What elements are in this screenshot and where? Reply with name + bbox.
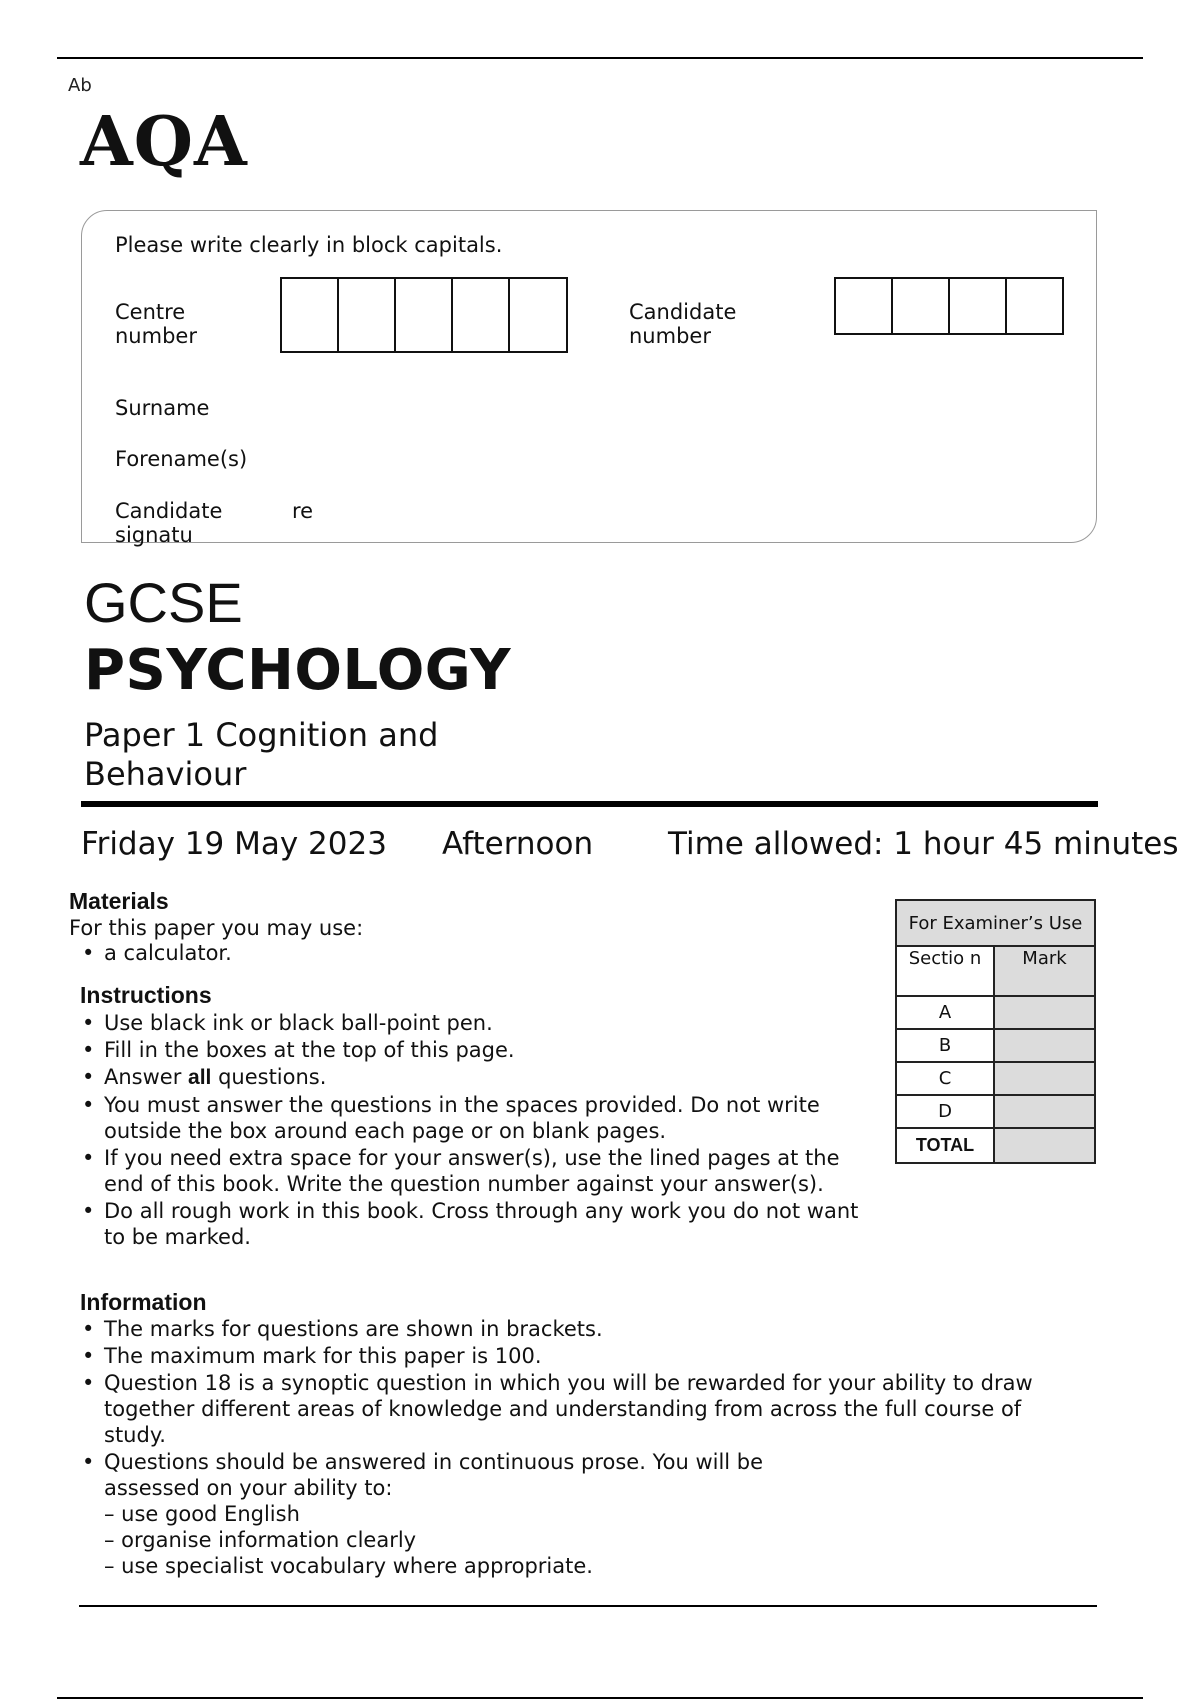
list-item: • If you need extra space for your answer(s), use the lined pages at the end of this book. Write the question number against your answer(s). bbox=[80, 1145, 860, 1197]
total-label: TOTAL bbox=[896, 1128, 994, 1163]
table-row bbox=[896, 996, 1095, 1029]
table-row bbox=[896, 1062, 1095, 1095]
centre-digit-box[interactable] bbox=[453, 279, 510, 351]
candidate-digit-box[interactable] bbox=[950, 279, 1007, 333]
candidate-digit-box[interactable] bbox=[836, 279, 893, 333]
section-column-header: Sectio n bbox=[896, 946, 994, 996]
exam-session: Afternoon bbox=[442, 826, 594, 862]
list-item: • Use black ink or black ball-point pen. bbox=[80, 1010, 860, 1036]
subject-title: PSYCHOLOGY bbox=[84, 638, 512, 703]
section-cell: B bbox=[896, 1029, 994, 1062]
list-item: • Question 18 is a synoptic question in which you will be rewarded for your ability to draw together different areas of knowledge and understanding from across the full course of study. bbox=[80, 1370, 1040, 1448]
qualification-title: GCSE bbox=[84, 571, 243, 634]
table-row bbox=[896, 1128, 1095, 1163]
candidate-digit-box[interactable] bbox=[893, 279, 950, 333]
instructions-heading: Instructions bbox=[80, 982, 212, 1008]
instructions-list bbox=[80, 1010, 860, 1251]
list-item: • Fill in the boxes at the top of this page. bbox=[80, 1037, 860, 1063]
section-cell: C bbox=[896, 1062, 994, 1095]
section-cell: D bbox=[896, 1095, 994, 1128]
centre-digit-box[interactable] bbox=[396, 279, 453, 351]
information-heading: Information bbox=[80, 1289, 207, 1315]
list-item: • The maximum mark for this paper is 100. bbox=[80, 1343, 1040, 1369]
materials-list bbox=[80, 940, 840, 967]
answer-all-emphasis: all bbox=[188, 1066, 212, 1089]
forenames-label: Forename(s) bbox=[115, 447, 248, 471]
block-capitals-instruction: Please write clearly in block capitals. bbox=[115, 233, 503, 257]
exam-date: Friday 19 May 2023 bbox=[81, 826, 387, 862]
list-item bbox=[80, 1449, 844, 1579]
list-item: • The marks for questions are shown in brackets. bbox=[80, 1316, 1040, 1342]
centre-number-label: Centre number bbox=[115, 300, 197, 348]
centre-digit-box[interactable] bbox=[510, 279, 566, 351]
mark-cell bbox=[994, 1062, 1095, 1095]
mark-column-header: Mark bbox=[994, 946, 1095, 996]
materials-intro: For this paper you may use: bbox=[69, 916, 364, 940]
table-row bbox=[896, 1029, 1095, 1062]
title-rule bbox=[81, 801, 1098, 807]
bottom-rule bbox=[79, 1605, 1097, 1607]
time-allowed: Time allowed: 1 hour 45 minutes bbox=[668, 826, 1179, 862]
candidate-signature-label-tail: re bbox=[292, 499, 314, 523]
candidate-number-label: Candidate number bbox=[629, 300, 737, 348]
centre-digit-box[interactable] bbox=[282, 279, 339, 351]
section-cell: A bbox=[896, 996, 994, 1029]
examiner-use-table bbox=[895, 899, 1096, 1164]
surname-label: Surname bbox=[115, 396, 210, 420]
sub-list-item: – use good English bbox=[104, 1502, 300, 1526]
page-bottom-rule bbox=[57, 1697, 1143, 1699]
list-item: • a calculator. bbox=[80, 940, 840, 966]
list-item bbox=[80, 1064, 860, 1091]
aqa-logo: AQA bbox=[80, 102, 248, 182]
centre-digit-box[interactable] bbox=[339, 279, 396, 351]
total-mark-cell bbox=[994, 1128, 1095, 1163]
candidate-digit-box[interactable] bbox=[1007, 279, 1062, 333]
sub-list-item: – use specialist vocabulary where appropriate. bbox=[104, 1554, 593, 1578]
sub-list-item: – organise information clearly bbox=[104, 1528, 417, 1552]
list-item: • You must answer the questions in the spaces provided. Do not write outside the box around each page or on blank pages. bbox=[80, 1092, 860, 1144]
top-rule bbox=[57, 57, 1143, 59]
paper-title: Paper 1 Cognition and Behaviour bbox=[84, 716, 439, 793]
paper-code: Ab bbox=[68, 75, 92, 96]
information-list bbox=[80, 1316, 1040, 1580]
mark-cell bbox=[994, 996, 1095, 1029]
answer-suffix: questions. bbox=[211, 1065, 327, 1089]
table-row bbox=[896, 1095, 1095, 1128]
candidate-signature-label: Candidate signatu bbox=[115, 499, 223, 547]
materials-heading: Materials bbox=[69, 888, 169, 914]
mark-cell bbox=[994, 1095, 1095, 1128]
list-item: • Do all rough work in this book. Cross through any work you do not want to be marked. bbox=[80, 1198, 860, 1250]
candidate-details-box bbox=[81, 210, 1097, 543]
list-item-text: Questions should be answered in continuous prose. You will be assessed on your ability to: bbox=[104, 1450, 764, 1500]
centre-number-boxes[interactable] bbox=[280, 277, 568, 353]
answer-prefix: Answer bbox=[104, 1065, 189, 1089]
mark-cell bbox=[994, 1029, 1095, 1062]
examiner-table-title: For Examiner’s Use bbox=[896, 900, 1095, 946]
candidate-number-boxes[interactable] bbox=[834, 277, 1064, 335]
